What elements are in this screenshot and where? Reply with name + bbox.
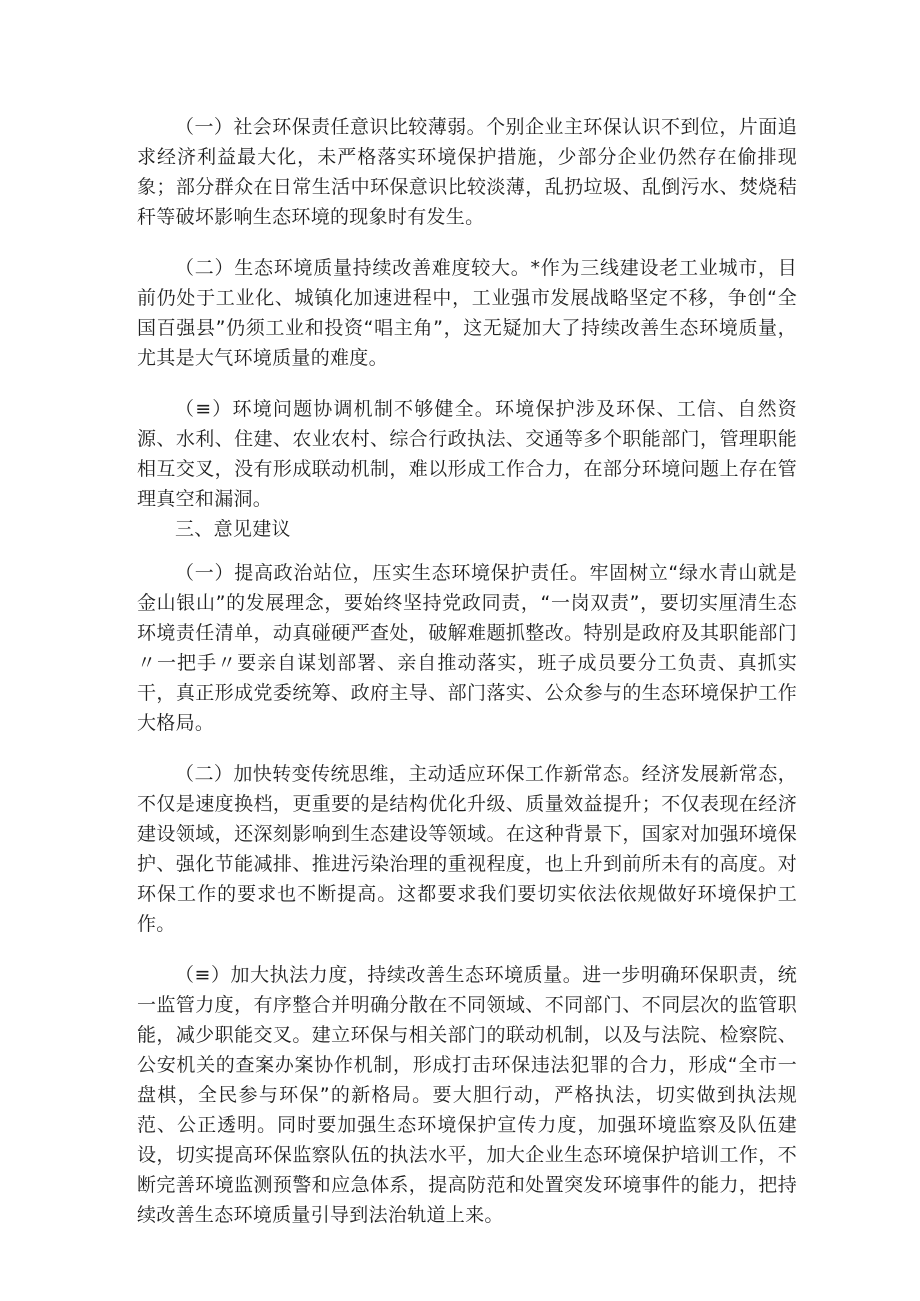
paragraph-suggestion-2: （二）加快转变传统思维，主动适应环保工作新常态。经济发展新常态，不仅是速度换档，更重要的是结构优化升级、质量效益提升；不仅表现在经济建设领域，还深刻影响到生态建设等领域。在这种背景下，国家对加强环境保护、强化节能减排、推进污染治理的重视程度，也上升到前所未有的高度。对环保工作的要求也不断提高。这都要求我们要切实依法依规做好环境保护工作。 [137,763,797,935]
document-page [137,112,797,1230]
paragraph-issue-1: （一）社会环保责任意识比较薄弱。个别企业主环保认识不到位，片面追求经济利益最大化，未严格落实环境保护措施，少部分企业仍然存在偷排现象；部分群众在日常生活中环保意识比较淡薄，乱扔垃圾、乱倒污水、焚烧秸秆等破坏影响生态环境的现象时有发生。 [137,116,797,228]
paragraph-issue-2: （二）生态环境质量持续改善难度较大。*作为三线建设老工业城市，目前仍处于工业化、城镇化加速进程中，工业强市发展战略坚定不移，争创“全国百强县”仍须工业和投资“唱主角”，这无疑加大了持续改善生态环境质量，尤其是大气环境质量的难度。 [137,257,797,369]
paragraph-suggestion-1: （一）提高政治站位，压实生态环境保护责任。牢固树立“绿水青山就是金山银山”的发展理念，要始终坚持党政同责，“一岗双责”，要切实厘清生态环境责任清单，动真碰硬严查处，破解难题抓整改。特别是政府及其职能部门〃一把手〃要亲自谋划部署、亲自推动落实，班子成员要分工负责、真抓实干，真正形成党委统筹、政府主导、部门落实、公众参与的生态环境保护工作大格局。 [137,562,797,734]
section-heading: 三、意见建议 [175,518,291,540]
paragraph-issue-3: （≡）环境问题协调机制不够健全。环境保护涉及环保、工信、自然资源、水利、住建、农业农村、综合行政执法、交通等多个职能部门，管理职能相互交叉，没有形成联动机制，难以形成工作合力，在部分环境问题上存在管理真空和漏洞。 [137,398,797,510]
paragraph-suggestion-3: （≡）加大执法力度，持续改善生态环境质量。进一步明确环保职责，统一监管力度，有序整合并明确分散在不同领域、不同部门、不同层次的监管职能，减少职能交叉。建立环保与相关部门的联动机制，以及与法院、检察院、公安机关的查案办案协作机制，形成打击环保违法犯罪的合力，形成“全市一盘棋，全民参与环保”的新格局。要大胆行动，严格执法，切实做到执法规范、公正透明。同时要加强生态环境保护宣传力度，加强环境监察及队伍建设，切实提高环保监察队伍的执法水平，加大企业生态环境保护培训工作，不断完善环境监测预警和应急体系，提高防范和处置突发环境事件的能力，把持续改善生态环境质量引导到法治轨道上来。 [137,964,797,1226]
